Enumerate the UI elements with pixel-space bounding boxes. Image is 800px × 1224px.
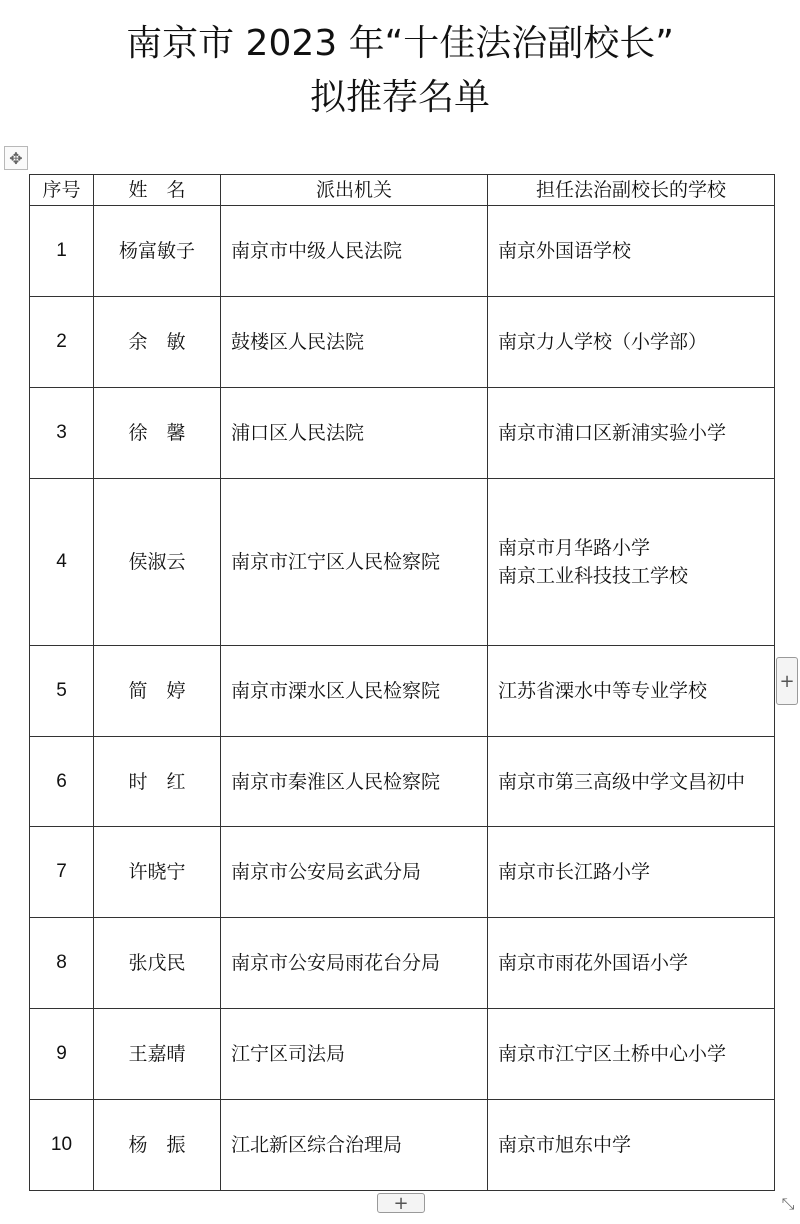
table-row <box>30 206 775 297</box>
row-name: 杨 振 <box>94 1100 221 1191</box>
row-number: 10 <box>30 1100 94 1191</box>
school-line: 南京市浦口区新浦实验小学 <box>498 421 727 444</box>
row-number: 8 <box>30 918 94 1009</box>
school-line: 江苏省溧水中等专业学校 <box>498 679 708 702</box>
row-agency: 浦口区人民法院 <box>221 387 488 478</box>
row-name: 简 婷 <box>94 645 221 736</box>
row-agency: 南京市江宁区人民检察院 <box>221 478 488 645</box>
row-school <box>488 1100 775 1191</box>
row-number: 5 <box>30 645 94 736</box>
school-line: 南京工业科技技工学校 <box>498 564 689 587</box>
table-move-handle[interactable] <box>4 146 28 170</box>
row-agency: 南京市中级人民法院 <box>221 206 488 297</box>
nominee-table <box>29 174 775 1191</box>
row-agency: 南京市秦淮区人民检察院 <box>221 736 488 827</box>
row-name: 时 红 <box>94 736 221 827</box>
move-arrows-icon: ✥ <box>9 148 23 168</box>
row-number: 2 <box>30 296 94 387</box>
row-school <box>488 387 775 478</box>
row-agency: 南京市公安局雨花台分局 <box>221 918 488 1009</box>
table-row <box>30 1009 775 1100</box>
row-school <box>488 827 775 918</box>
add-column-button[interactable] <box>776 657 798 705</box>
row-number: 7 <box>30 827 94 918</box>
school-line: 南京市江宁区土桥中心小学 <box>498 1043 727 1066</box>
header-school: 担任法治副校长的学校 <box>488 175 775 206</box>
document-subtitle: 拟推荐名单 <box>309 77 490 118</box>
row-agency: 江宁区司法局 <box>221 1009 488 1100</box>
table-row <box>30 296 775 387</box>
school-line: 南京市旭东中学 <box>498 1134 632 1157</box>
school-line: 南京市第三高级中学文昌初中 <box>498 770 746 793</box>
row-agency: 鼓楼区人民法院 <box>221 296 488 387</box>
add-row-button[interactable] <box>377 1193 425 1213</box>
row-name: 杨富敏子 <box>94 206 221 297</box>
row-name: 余 敏 <box>94 296 221 387</box>
row-name: 许晓宁 <box>94 827 221 918</box>
row-school <box>488 296 775 387</box>
row-school <box>488 736 775 827</box>
plus-icon: + <box>393 1192 409 1214</box>
document-title: 南京市 2023 年“十佳法治副校长” <box>126 23 674 64</box>
row-number: 1 <box>30 206 94 297</box>
row-number: 9 <box>30 1009 94 1100</box>
table-resize-handle[interactable] <box>778 1194 798 1214</box>
table-row <box>30 1100 775 1191</box>
table-row <box>30 736 775 827</box>
row-agency: 江北新区综合治理局 <box>221 1100 488 1191</box>
row-number: 4 <box>30 478 94 645</box>
table-row <box>30 387 775 478</box>
header-number: 序号 <box>30 175 94 206</box>
plus-icon: + <box>779 670 795 692</box>
row-name: 徐 馨 <box>94 387 221 478</box>
row-agency: 南京市公安局玄武分局 <box>221 827 488 918</box>
school-line: 南京市月华路小学 <box>498 536 651 559</box>
header-agency: 派出机关 <box>221 175 488 206</box>
table-row <box>30 645 775 736</box>
row-school <box>488 918 775 1009</box>
row-agency: 南京市溧水区人民检察院 <box>221 645 488 736</box>
row-name: 张戊民 <box>94 918 221 1009</box>
table-header-row <box>30 175 775 206</box>
school-line: 南京力人学校（小学部） <box>498 330 708 353</box>
row-school <box>488 1009 775 1100</box>
row-school <box>488 478 775 645</box>
row-school <box>488 206 775 297</box>
table-row <box>30 918 775 1009</box>
resize-diagonal-icon: ⤡ <box>781 1194 795 1213</box>
school-line: 南京市长江路小学 <box>498 861 651 884</box>
row-name: 王嘉晴 <box>94 1009 221 1100</box>
school-line: 南京市雨花外国语小学 <box>498 952 689 975</box>
table-row <box>30 478 775 645</box>
table-row <box>30 827 775 918</box>
header-name: 姓 名 <box>94 175 221 206</box>
row-school <box>488 645 775 736</box>
row-number: 6 <box>30 736 94 827</box>
school-line: 南京外国语学校 <box>498 239 632 262</box>
row-name: 侯淑云 <box>94 478 221 645</box>
row-number: 3 <box>30 387 94 478</box>
